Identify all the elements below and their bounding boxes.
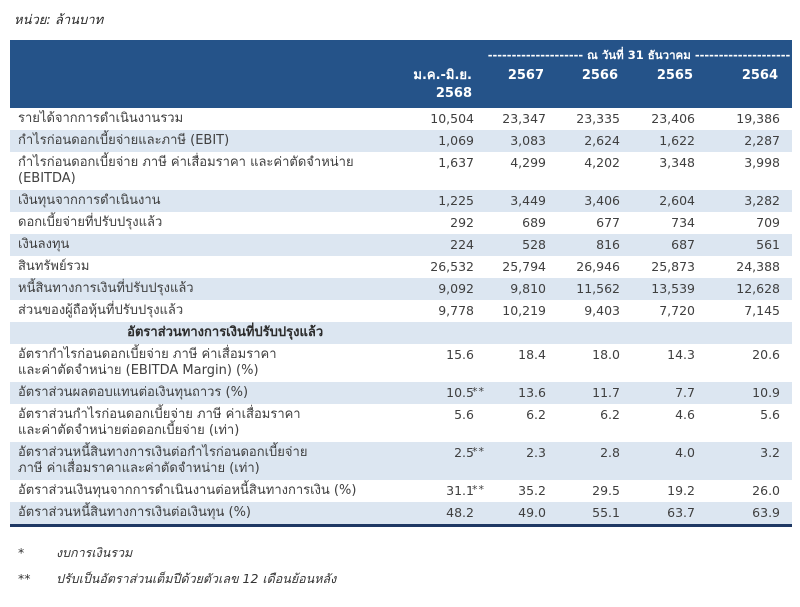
footnote-ref: ** — [472, 445, 485, 458]
table-row — [10, 480, 792, 502]
row-label: อัตราส่วนหนี้สินทางการเงินต่อกำไรก่อนดอกเบี้ยจ่าย ภาษี ค่าเสื่อมราคาและค่าตัดจำหน่าย (เท่า) — [10, 442, 400, 480]
year-header: 2565 — [632, 64, 707, 86]
value-cell: 15.6 — [446, 347, 474, 362]
header-empty-cell — [10, 40, 400, 64]
value-cell: 3.2 — [707, 442, 792, 480]
value-cell: 689 — [522, 215, 546, 230]
table-row — [10, 152, 792, 190]
footnote — [18, 566, 800, 592]
value-cell: 14.3 — [667, 347, 695, 362]
value-cell: 709 — [756, 215, 781, 230]
year-header: 2566 — [558, 64, 632, 86]
value-cell: 687 — [632, 234, 707, 256]
value-cell: 561 — [707, 234, 792, 256]
year-header: 2564 — [707, 64, 792, 86]
value-cell: 49.0 — [486, 502, 558, 526]
header-period: ม.ค.-มิ.ย. — [400, 64, 486, 86]
value-cell: 5.6 — [760, 407, 781, 422]
value-cell: 6.2 — [600, 407, 620, 422]
value-cell: 25,873 — [651, 259, 695, 274]
footnotes — [18, 540, 800, 592]
value-cell: 23,406 — [651, 111, 695, 126]
value-cell: 816 — [558, 234, 632, 256]
header-span-title: -------------------- ณ วันที่ 31 ธันวาคม -------------------- — [486, 40, 792, 64]
value-cell: 2,604 — [632, 190, 707, 212]
value-cell: 19,386 — [736, 111, 781, 126]
header-period-year-row — [10, 86, 792, 108]
value-cell: 10,504 — [430, 111, 474, 126]
value-cell: 18.0 — [592, 347, 620, 362]
value-cell: 26.0 — [752, 483, 781, 498]
value-cell: 55.1 — [558, 502, 632, 526]
row-label: เงินทุนจากการดำเนินงาน — [10, 190, 400, 212]
row-label: ส่วนของผู้ถือหุ้นที่ปรับปรุงแล้ว — [18, 303, 184, 318]
value-cell: 7.7 — [632, 382, 707, 404]
value-cell: 10,219 — [502, 303, 546, 318]
footnote-marker: * — [18, 545, 25, 560]
value-cell: 528 — [486, 234, 558, 256]
value-cell: 63.9 — [707, 502, 792, 526]
value-cell: 29.5 — [592, 483, 620, 498]
table-row — [10, 212, 792, 234]
value-cell: 3,348 — [659, 155, 695, 170]
value-cell: 2,287 — [707, 130, 792, 152]
value-cell: 9,810 — [486, 278, 558, 300]
value-cell: 4.0 — [632, 442, 707, 480]
row-label: ดอกเบี้ยจ่ายที่ปรับปรุงแล้ว — [18, 215, 163, 230]
table-row — [10, 234, 792, 256]
value-cell: 1,637 — [438, 155, 474, 170]
value-cell: 3,406 — [558, 190, 632, 212]
footnote-ref: ** — [472, 483, 485, 496]
footnote-text: งบการเงินรวม — [56, 545, 133, 560]
value-cell: 4,202 — [584, 155, 620, 170]
row-label: อัตรากำไรก่อนดอกเบี้ยจ่าย ภาษี ค่าเสื่อมราคา และค่าตัดจำหน่าย (EBITDA Margin) (%) — [18, 347, 277, 378]
value-cell: 7,720 — [659, 303, 695, 318]
value-cell: 3,449 — [486, 190, 558, 212]
value-cell: 19.2 — [667, 483, 695, 498]
value-cell: 1,622 — [632, 130, 707, 152]
value-cell: 292 — [450, 215, 474, 230]
header-empty-cell — [707, 86, 792, 108]
financial-summary-table — [10, 40, 792, 527]
header-empty-cell — [558, 86, 632, 108]
header-span-row — [10, 40, 792, 64]
table-row — [10, 130, 792, 152]
value-cell: 3,282 — [707, 190, 792, 212]
table-row — [10, 108, 792, 130]
table-row — [10, 442, 792, 480]
value-cell: 48.2 — [400, 502, 486, 526]
value-cell: 1,069 — [400, 130, 486, 152]
value-cell: 677 — [596, 215, 620, 230]
value-cell: 20.6 — [752, 347, 781, 362]
section-header: อัตราส่วนทางการเงินที่ปรับปรุงแล้ว — [10, 322, 792, 344]
value-cell: 24,388 — [736, 259, 781, 274]
value-cell: 25,794 — [502, 259, 546, 274]
value-cell: 35.2 — [518, 483, 546, 498]
header-empty-cell — [10, 64, 400, 86]
table-row — [10, 256, 792, 278]
value-cell: 10.9 — [707, 382, 792, 404]
value-cell: 9,092 — [400, 278, 486, 300]
value-cell: 3,998 — [744, 155, 781, 170]
value-cell: 9,403 — [584, 303, 620, 318]
value-cell: 734 — [671, 215, 695, 230]
value-cell: 5.6 — [454, 407, 474, 422]
value-cell: 224 — [400, 234, 486, 256]
value-cell: 18.4 — [518, 347, 546, 362]
value-cell: 4.6 — [675, 407, 695, 422]
value-cell: 2.8 — [558, 442, 632, 480]
value-cell: 2.3 — [486, 442, 558, 480]
row-label: อัตราส่วนกำไรก่อนดอกเบี้ยจ่าย ภาษี ค่าเสื่อมราคา และค่าตัดจำหน่ายต่อดอกเบี้ยจ่าย (เท่า) — [18, 407, 301, 438]
header-empty-cell — [10, 86, 400, 108]
value-cell: 13,539 — [632, 278, 707, 300]
value-cell: 12,628 — [707, 278, 792, 300]
footnote — [18, 540, 800, 566]
year-header: 2567 — [486, 64, 558, 86]
value-cell: 10.5 ** — [400, 382, 486, 404]
header-empty-cell — [486, 86, 558, 108]
row-label: หนี้สินทางการเงินที่ปรับปรุงแล้ว — [10, 278, 400, 300]
value-cell: 1,225 — [400, 190, 486, 212]
row-label: อัตราส่วนเงินทุนจากการดำเนินงานต่อหนี้สินทางการเงิน (%) — [18, 483, 357, 498]
header-empty-cell — [632, 86, 707, 108]
footnote-ref: ** — [472, 385, 485, 398]
table-row — [10, 344, 792, 382]
row-label: รายได้จากการดำเนินงานรวม — [18, 111, 184, 126]
value-cell: 26,532 — [430, 259, 474, 274]
header-empty-cell — [400, 40, 486, 64]
table-row — [10, 502, 792, 526]
row-label: อัตราส่วนผลตอบแทนต่อเงินทุนถาวร (%) — [10, 382, 400, 404]
header-years-row — [10, 64, 792, 86]
row-label: กำไรก่อนดอกเบี้ยจ่ายและภาษี (EBIT) — [10, 130, 400, 152]
value-cell: 23,335 — [576, 111, 620, 126]
row-label: เงินลงทุน — [10, 234, 400, 256]
value-cell: 31.1 ** — [446, 483, 485, 498]
value-cell: 7,145 — [744, 303, 781, 318]
table-row — [10, 278, 792, 300]
row-label: สินทรัพย์รวม — [18, 259, 90, 274]
value-cell: 13.6 — [486, 382, 558, 404]
value-cell: 9,778 — [438, 303, 474, 318]
value-cell: 4,299 — [510, 155, 546, 170]
value-cell: 11,562 — [558, 278, 632, 300]
header-period-year: 2568 — [400, 86, 486, 108]
table-header — [10, 40, 792, 108]
footnote-marker: ** — [18, 571, 31, 586]
section-header-row — [10, 322, 792, 344]
value-cell: 11.7 — [558, 382, 632, 404]
row-label: กำไรก่อนดอกเบี้ยจ่าย ภาษี ค่าเสื่อมราคา และค่าตัดจำหน่าย (EBITDA) — [18, 155, 354, 186]
value-cell: 3,083 — [486, 130, 558, 152]
value-cell: 26,946 — [576, 259, 620, 274]
table-row — [10, 404, 792, 442]
value-cell: 23,347 — [502, 111, 546, 126]
unit-note: หน่วย: ล้านบาท — [14, 13, 104, 28]
value-cell: 2.5 ** — [400, 442, 486, 480]
row-label: อัตราส่วนหนี้สินทางการเงินต่อเงินทุน (%) — [10, 502, 400, 526]
table-row — [10, 190, 792, 212]
value-cell: 63.7 — [632, 502, 707, 526]
value-cell: 2,624 — [558, 130, 632, 152]
table-row — [10, 300, 792, 322]
value-cell: 6.2 — [526, 407, 546, 422]
footnote-text: ปรับเป็นอัตราส่วนเต็มปีด้วยตัวเลข 12 เดือนย้อนหลัง — [56, 571, 337, 586]
table-row — [10, 382, 792, 404]
